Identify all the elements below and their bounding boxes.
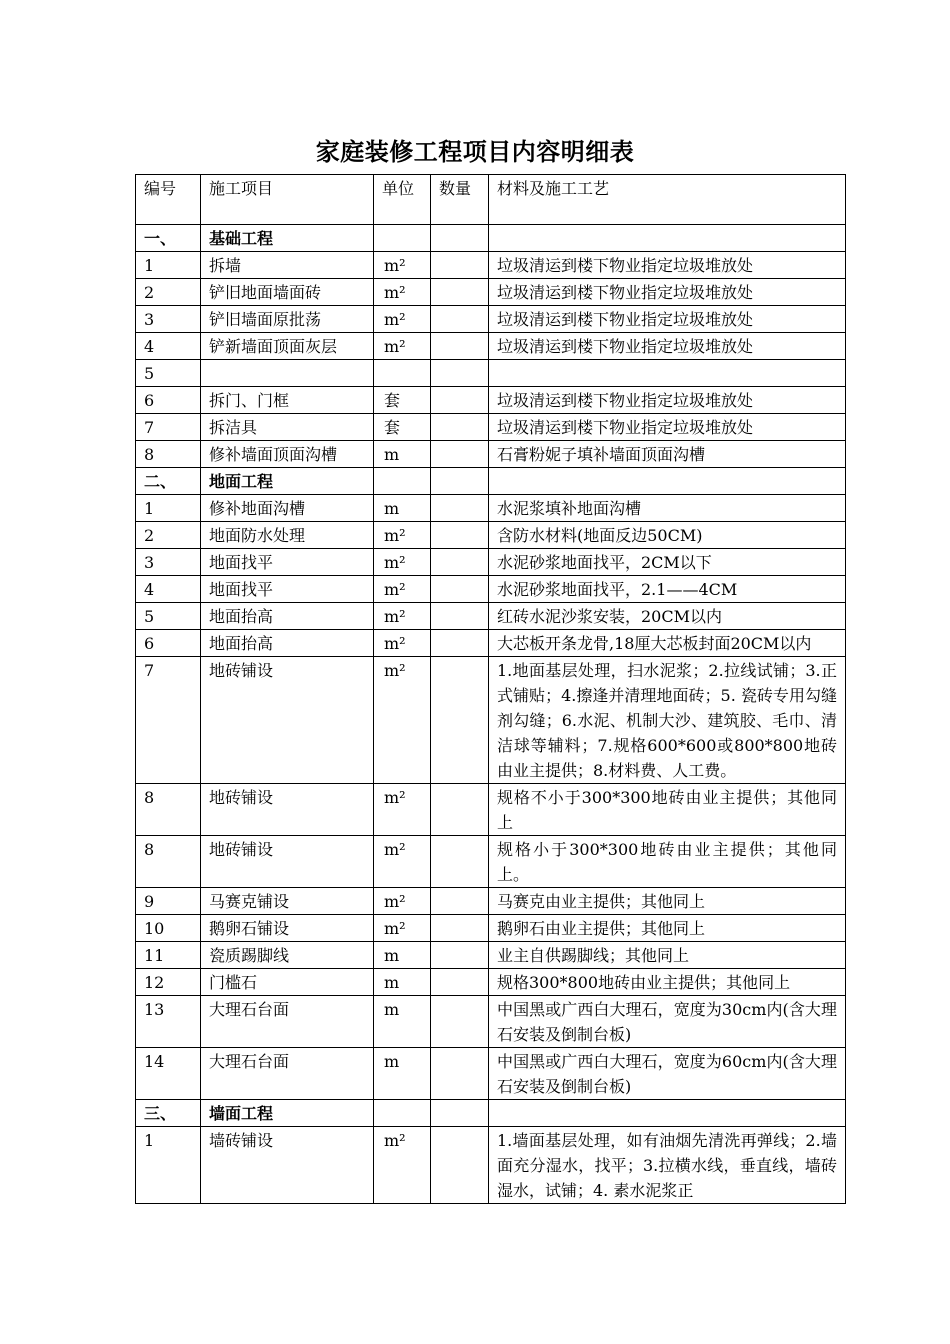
cell-item: 地面抬高 (201, 603, 374, 630)
cell-unit: m² (374, 252, 431, 279)
cell-material: 规格300*800地砖由业主提供；其他同上 (489, 969, 846, 996)
cell-item: 瓷质踢脚线 (201, 942, 374, 969)
cell-qty (431, 360, 489, 387)
cell-qty (431, 657, 489, 784)
cell-qty (431, 969, 489, 996)
cell-unit: m (374, 969, 431, 996)
cell-item: 墙砖铺设 (201, 1127, 374, 1204)
cell-no: 7 (136, 657, 201, 784)
cell-qty (431, 441, 489, 468)
cell-material: 1.地面基层处理，扫水泥浆；2.拉线试铺；3.正式铺贴；4.擦逢并清理地面砖；5. 瓷砖专用勾缝剂勾缝；6.水泥、机制大沙、建筑胶、毛巾、清洁球等辅料；7.规格600*600或800*800地砖由业主提供；8.材料费、人工费。 (489, 657, 846, 784)
cell-unit: m² (374, 549, 431, 576)
cell-material (489, 1100, 846, 1127)
cell-unit: m² (374, 836, 431, 888)
cell-material: 垃圾清运到楼下物业指定垃圾堆放处 (489, 279, 846, 306)
cell-no: 2 (136, 522, 201, 549)
cell-qty (431, 915, 489, 942)
table-row (136, 836, 846, 888)
cell-unit: m (374, 495, 431, 522)
cell-item: 拆门、门框 (201, 387, 374, 414)
cell-material: 水泥砂浆地面找平，2CM以下 (489, 549, 846, 576)
cell-no: 14 (136, 1048, 201, 1100)
cell-material: 垃圾清运到楼下物业指定垃圾堆放处 (489, 333, 846, 360)
cell-item: 门槛石 (201, 969, 374, 996)
cell-no: 5 (136, 360, 201, 387)
cell-qty (431, 495, 489, 522)
cell-material: 石膏粉妮子填补墙面顶面沟槽 (489, 441, 846, 468)
cell-unit: m² (374, 630, 431, 657)
table-row (136, 915, 846, 942)
cell-item (201, 360, 374, 387)
cell-unit: m² (374, 576, 431, 603)
table-row (136, 1048, 846, 1100)
table-row (136, 333, 846, 360)
table-row (136, 603, 846, 630)
cell-no: 13 (136, 996, 201, 1048)
cell-material: 1.墙面基层处理，如有油烟先清洗再弹线；2.墙面充分湿水，找平；3.拉横水线，垂直线，墙砖湿水，试铺；4. 素水泥浆正 (489, 1127, 846, 1204)
cell-no: 二、 (136, 468, 201, 495)
cell-qty (431, 279, 489, 306)
cell-material (489, 225, 846, 252)
cell-material: 马赛克由业主提供；其他同上 (489, 888, 846, 915)
cell-unit: m (374, 996, 431, 1048)
cell-item: 拆墙 (201, 252, 374, 279)
header-material: 材料及施工工艺 (489, 175, 846, 225)
cell-item: 地面工程 (201, 468, 374, 495)
cell-item: 大理石台面 (201, 996, 374, 1048)
cell-no: 8 (136, 441, 201, 468)
page-title: 家庭装修工程项目内容明细表 (315, 137, 635, 166)
cell-no: 11 (136, 942, 201, 969)
cell-qty (431, 836, 489, 888)
cell-no: 8 (136, 836, 201, 888)
cell-qty (431, 1127, 489, 1204)
cell-no: 1 (136, 252, 201, 279)
cell-no: 6 (136, 387, 201, 414)
cell-material: 垃圾清运到楼下物业指定垃圾堆放处 (489, 414, 846, 441)
cell-qty (431, 784, 489, 836)
cell-qty (431, 1048, 489, 1100)
table-row (136, 360, 846, 387)
table-header-row (136, 175, 846, 225)
cell-unit: m² (374, 784, 431, 836)
cell-qty (431, 888, 489, 915)
cell-unit: m² (374, 888, 431, 915)
cell-item: 地面找平 (201, 576, 374, 603)
cell-no: 3 (136, 306, 201, 333)
cell-item: 大理石台面 (201, 1048, 374, 1100)
cell-qty (431, 333, 489, 360)
cell-no: 5 (136, 603, 201, 630)
cell-unit: m (374, 942, 431, 969)
cell-unit: m² (374, 603, 431, 630)
cell-item: 地面抬高 (201, 630, 374, 657)
cell-unit: m² (374, 279, 431, 306)
cell-qty (431, 414, 489, 441)
cell-no: 7 (136, 414, 201, 441)
cell-qty (431, 603, 489, 630)
cell-item: 地砖铺设 (201, 836, 374, 888)
cell-qty (431, 1100, 489, 1127)
cell-qty (431, 996, 489, 1048)
cell-unit: 套 (374, 387, 431, 414)
cell-qty (431, 306, 489, 333)
table-row (136, 252, 846, 279)
cell-item: 地砖铺设 (201, 784, 374, 836)
section-row (136, 468, 846, 495)
cell-material: 垃圾清运到楼下物业指定垃圾堆放处 (489, 252, 846, 279)
cell-item: 鹅卵石铺设 (201, 915, 374, 942)
cell-material: 大芯板开条龙骨,18厘大芯板封面20CM以内 (489, 630, 846, 657)
table-row (136, 657, 846, 784)
table-row (136, 414, 846, 441)
cell-material: 业主自供踢脚线；其他同上 (489, 942, 846, 969)
cell-qty (431, 630, 489, 657)
table-row (136, 441, 846, 468)
cell-no: 8 (136, 784, 201, 836)
cell-unit: m² (374, 522, 431, 549)
table-row (136, 549, 846, 576)
cell-unit: m (374, 1048, 431, 1100)
cell-item: 地面找平 (201, 549, 374, 576)
cell-unit: m² (374, 1127, 431, 1204)
cell-no: 4 (136, 333, 201, 360)
table-row (136, 306, 846, 333)
cell-item: 修补墙面顶面沟槽 (201, 441, 374, 468)
cell-unit: m² (374, 657, 431, 784)
cell-no: 9 (136, 888, 201, 915)
table-row (136, 522, 846, 549)
cell-qty (431, 549, 489, 576)
table-row (136, 942, 846, 969)
table-row (136, 888, 846, 915)
cell-no: 3 (136, 549, 201, 576)
table-row (136, 784, 846, 836)
cell-item: 拆洁具 (201, 414, 374, 441)
cell-qty (431, 468, 489, 495)
cell-item: 基础工程 (201, 225, 374, 252)
cell-unit: m² (374, 333, 431, 360)
cell-qty (431, 942, 489, 969)
header-no: 编号 (136, 175, 201, 225)
table-row (136, 630, 846, 657)
cell-material: 水泥浆填补地面沟槽 (489, 495, 846, 522)
header-item: 施工项目 (201, 175, 374, 225)
cell-material: 含防水材料(地面反边50CM) (489, 522, 846, 549)
cell-no: 1 (136, 1127, 201, 1204)
cell-qty (431, 387, 489, 414)
section-row (136, 225, 846, 252)
cell-unit: 套 (374, 414, 431, 441)
cell-unit (374, 225, 431, 252)
table-row (136, 1127, 846, 1204)
cell-unit: m (374, 441, 431, 468)
cell-no: 10 (136, 915, 201, 942)
cell-unit (374, 468, 431, 495)
cell-item: 修补地面沟槽 (201, 495, 374, 522)
cell-material: 水泥砂浆地面找平，2.1——4CM (489, 576, 846, 603)
cell-qty (431, 522, 489, 549)
table-row (136, 279, 846, 306)
header-qty: 数量 (431, 175, 489, 225)
cell-item: 地面防水处理 (201, 522, 374, 549)
cell-material: 中国黑或广西白大理石，宽度为60cm内(含大理石安装及倒制台板) (489, 1048, 846, 1100)
cell-material (489, 468, 846, 495)
cell-qty (431, 225, 489, 252)
cell-material: 规格不小于300*300地砖由业主提供；其他同上 (489, 784, 846, 836)
section-row (136, 1100, 846, 1127)
cell-item: 马赛克铺设 (201, 888, 374, 915)
cell-material (489, 360, 846, 387)
cell-material: 红砖水泥沙浆安装，20CM以内 (489, 603, 846, 630)
cell-material: 规格小于300*300地砖由业主提供；其他同上。 (489, 836, 846, 888)
cell-no: 一、 (136, 225, 201, 252)
detail-table (135, 174, 846, 1204)
cell-material: 垃圾清运到楼下物业指定垃圾堆放处 (489, 387, 846, 414)
cell-item: 墙面工程 (201, 1100, 374, 1127)
cell-qty (431, 252, 489, 279)
header-unit: 单位 (374, 175, 431, 225)
cell-no: 1 (136, 495, 201, 522)
cell-unit (374, 1100, 431, 1127)
cell-unit: m² (374, 915, 431, 942)
table-row (136, 969, 846, 996)
cell-qty (431, 576, 489, 603)
table-row (136, 387, 846, 414)
cell-item: 铲新墙面顶面灰层 (201, 333, 374, 360)
cell-item: 地砖铺设 (201, 657, 374, 784)
cell-material: 垃圾清运到楼下物业指定垃圾堆放处 (489, 306, 846, 333)
cell-no: 2 (136, 279, 201, 306)
cell-no: 4 (136, 576, 201, 603)
cell-material: 鹅卵石由业主提供；其他同上 (489, 915, 846, 942)
cell-no: 三、 (136, 1100, 201, 1127)
cell-unit (374, 360, 431, 387)
cell-unit: m² (374, 306, 431, 333)
cell-item: 铲旧地面墙面砖 (201, 279, 374, 306)
cell-no: 6 (136, 630, 201, 657)
cell-item: 铲旧墙面原批荡 (201, 306, 374, 333)
cell-no: 12 (136, 969, 201, 996)
table-row (136, 996, 846, 1048)
table-row (136, 576, 846, 603)
table-row (136, 495, 846, 522)
cell-material: 中国黑或广西白大理石，宽度为30cm内(含大理石安装及倒制台板) (489, 996, 846, 1048)
